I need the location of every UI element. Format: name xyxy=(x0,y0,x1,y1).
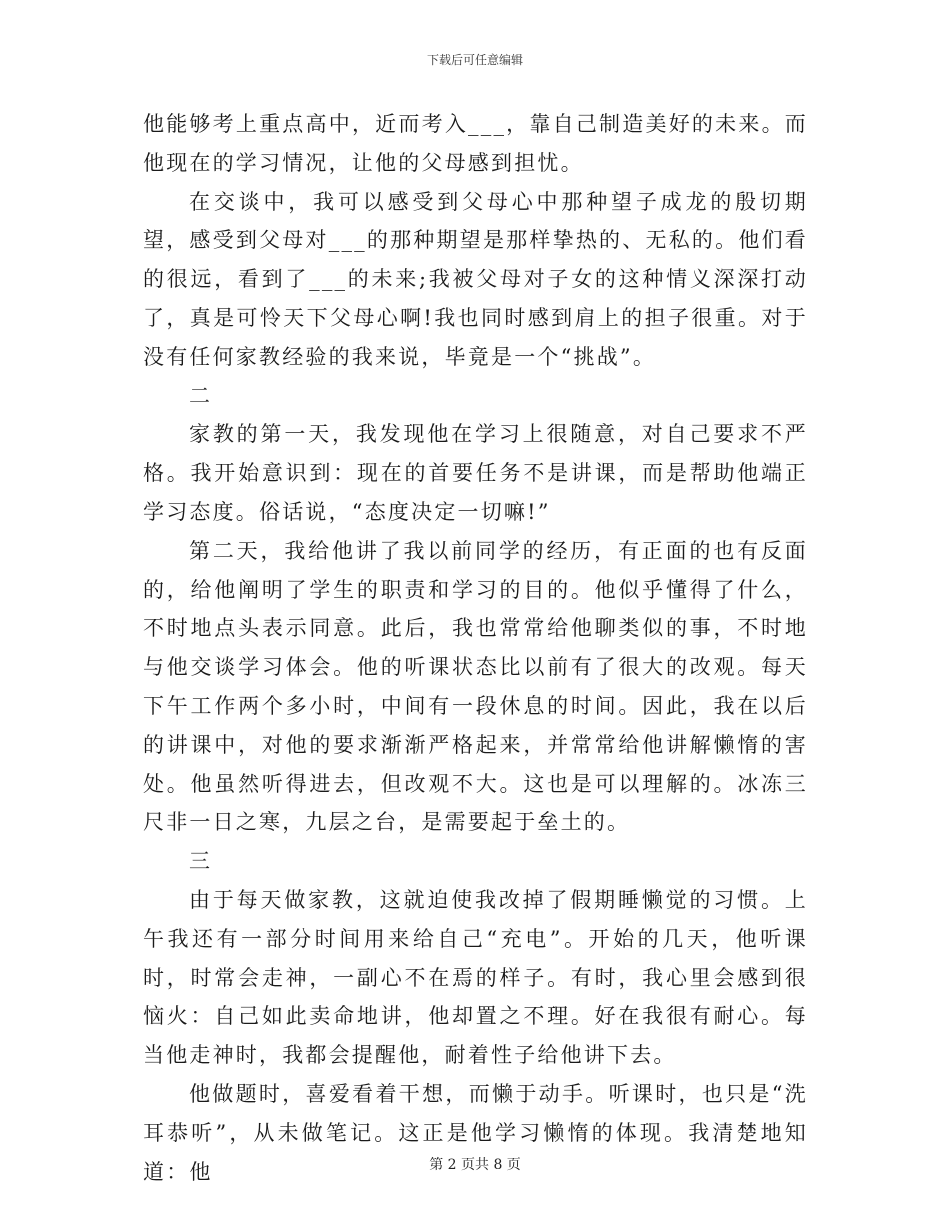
paragraph: 在交谈中，我可以感受到父母心中那种望子成龙的殷切期望，感受到父母对___的那种期望是那样挚热的、无私的。他们看的很远，看到了___的未来;我被父母对子女的这种情义深深打动了，真是可怜天下父母心啊!我也同时感到肩上的担子很重。对于没有任何家教经验的我来说，毕竟是一个“挑战”。 xyxy=(143,189,808,369)
document-body xyxy=(143,105,808,1191)
section-heading: 二 xyxy=(189,383,213,408)
section-heading: 三 xyxy=(189,849,213,874)
paragraph: 由于每天做家教，这就迫使我改掉了假期睡懒觉的习惯。上午我还有一部分时间用来给自己“充电”。开始的几天，他听课时，时常会走神，一副心不在焉的样子。有时，我心里会感到很恼火：自己如此卖命地讲，他却置之不理。好在我很有耐心。每当他走神时，我都会提醒他，耐着性子给他讲下去。 xyxy=(143,887,808,1068)
paragraph: 他做题时，喜爱看着干想，而懒于动手。听课时，也只是“洗耳恭听”，从未做笔记。这正是他学习懒惰的体现。我清楚地知道：他 xyxy=(143,1081,808,1184)
paragraph: 家教的第一天，我发现他在学习上很随意，对自己要求不严格。我开始意识到：现在的首要任务不是讲课，而是帮助他端正学习态度。俗话说，“态度决定一切嘛!” xyxy=(143,422,808,524)
page-number: 第 2 页共 8 页 xyxy=(429,1157,521,1173)
page-header xyxy=(0,50,950,70)
page-footer xyxy=(0,1154,950,1176)
paragraph: 他能够考上重点高中，近而考入___，靠自己制造美好的未来。而他现在的学习情况，让他的父母感到担忧。 xyxy=(143,112,808,175)
paragraph: 第二天，我给他讲了我以前同学的经历，有正面的也有反面的，给他阐明了学生的职责和学习的目的。他似乎懂得了什么，不时地点头表示同意。此后，我也常常给他聊类似的事，不时地与他交谈学习体会。他的听课状态比以前有了很大的改观。每天下午工作两个多小时，中间有一段休息的时间。因此，我在以后的讲课中，对他的要求渐渐严格起来，并常常给他讲解懒惰的害处。他虽然听得进去，但改观不大。这也是可以理解的。冰冻三尺非一日之寒，九层之台，是需要起于垒土的。 xyxy=(143,538,808,835)
header-note: 下载后可任意编辑 xyxy=(426,53,523,67)
